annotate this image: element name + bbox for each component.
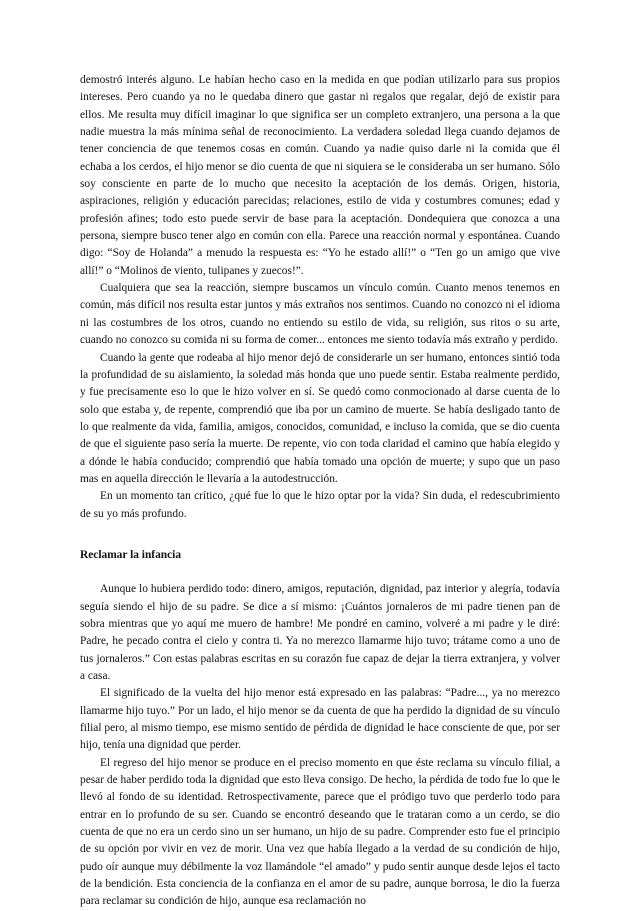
paragraph: demostró interés alguno. Le habían hecho caso en la medida en que podían utilizarlo para sus propios intereses. Pero cuando ya no le quedaba dinero que gastar ni regalos que regalar, dejó de existir para ellos. Me resulta muy difícil imaginar lo que significa ser un completo extranjero, una persona a la que nadie muestra la más mínima señal de reconocimiento. La verdadera soledad llega cuando dejamos de tener conciencia de que tenemos cosas en común. Cuando ya nadie quiso darle ni la comida que él echaba a los cerdos, el hijo menor se dio cuenta de que ni siquiera se le consideraba un ser humano. Sólo soy consciente en parte de lo mucho que necesito la aceptación de los demás. Origen, historia, aspiraciones, religión y educación parecidas; relaciones, estilo de vida y costumbres comunes; edad y profesión afines; todo esto puede servir de base para la aceptación. Dondequiera que conozca a una persona, siempre busco tener algo en común con ella. Parece una reacción normal y espontánea. Cuando digo: “Soy de Holanda” a menudo la respuesta es: “Yo he estado allí!” o “Ten go un amigo que vive allí!” o “Molinos de viento, tulipanes y zuecos!”. [80, 74, 560, 277]
document-page [80, 72, 560, 911]
section-heading: Reclamar la infancia [80, 548, 182, 561]
paragraph: El regreso del hijo menor se produce en el preciso momento en que éste reclama su vínculo filial, a pesar de haber perdido toda la dignidad que esto lleva consigo. De hecho, la pérdida de todo fue lo que le llevó al fondo de su identidad. Retrospectivamente, parece que el pródigo tuvo que perderlo todo para entrar en lo profundo de su ser. Cuando se encontró deseando que le trataran como a un cerdo, se dio cuenta de que no era un cerdo sino un ser humano, un hijo de su padre. Comprender esto fue el principio de su opción por vivir en vez de morir. Una vez que había llegado a la verdad de su condición de hijo, pudo oír aunque muy débilmente la voz llamándole “el amado” y pudo sentir aunque desde lejos el tacto de la bendición. Esta conciencia de la confianza en el amor de su padre, aunque borrosa, le dio la fuerza para reclamar su condición de hijo, aunque esa reclamación no [80, 756, 560, 908]
paragraph: Aunque lo hubiera perdido todo: dinero, amigos, reputación, dignidad, paz interior y alegría, todavía seguía siendo el hijo de su padre. Se dice a sí mismo: ¡Cuántos jornaleros de mi padre tienen pan de sobra mientras que yo aquí me muero de hambre! Me pondré en camino, volveré a mi padre y le diré: Padre, he pecado contra el cielo y contra ti. Ya no merezco llamarme hijo tuvo; trátame como a uno de tus jornaleros.” Con estas palabras escritas en su corazón fue capaz de dejar la tierra extranjera, y volver a casa. [80, 583, 560, 682]
heading-spacer [80, 564, 560, 581]
paragraph: El significado de la vuelta del hijo menor está expresado en las palabras: “Padre..., ya no merezco llamarme hijo tuyo.” Por un lado, el hijo menor se da cuenta de que ha perdido la dignidad de su vínculo filial pero, al mismo tiempo, ese mismo sentido de pérdida de dignidad le hace consciente de que, por ser hijo, tenía una dignidad que perder. [80, 687, 560, 752]
paragraph: Cuando la gente que rodeaba al hijo menor dejó de considerarle un ser humano, entonces sintió toda la profundidad de su aislamiento, la soledad más honda que uno puede sentir. Estaba realmente perdido, y fue precisamente eso lo que le hizo volver en sí. Se quedó como conmocionado al darse cuenta de lo solo que estaba y, de repente, comprendió que iba por un camino de muerte. Se había desligado tanto de lo que realmente da vida, familia, amigos, conocidos, comunidad, e incluso la comida, que se dio cuenta de que el siguiente paso sería la muerte. De repente, vio con toda claridad el camino que había elegido y a dónde le había conducido; comprendió que había tomado una opción de muerte; y supo que un paso mas en aquella dirección le llevaría a la autodestrucción. [80, 351, 560, 485]
section-spacer [80, 523, 560, 547]
paragraph: Cualquiera que sea la reacción, siempre buscamos un vínculo común. Cuanto menos tenemos en común, más difícil nos resulta estar juntos y más extraños nos sentimos. Cuando no conozco ni el idioma ni las costumbres de los otros, cuando no entiendo su estilo de vida, su religión, sus ritos o su arte, cuando no conozco su comida ni su forma de comer... entonces me siento todavía más extraño y perdido. [80, 282, 560, 347]
paragraph: En un momento tan crítico, ¿qué fue lo que le hizo optar por la vida? Sin duda, el redescubrimiento de su yo más profundo. [80, 490, 560, 520]
